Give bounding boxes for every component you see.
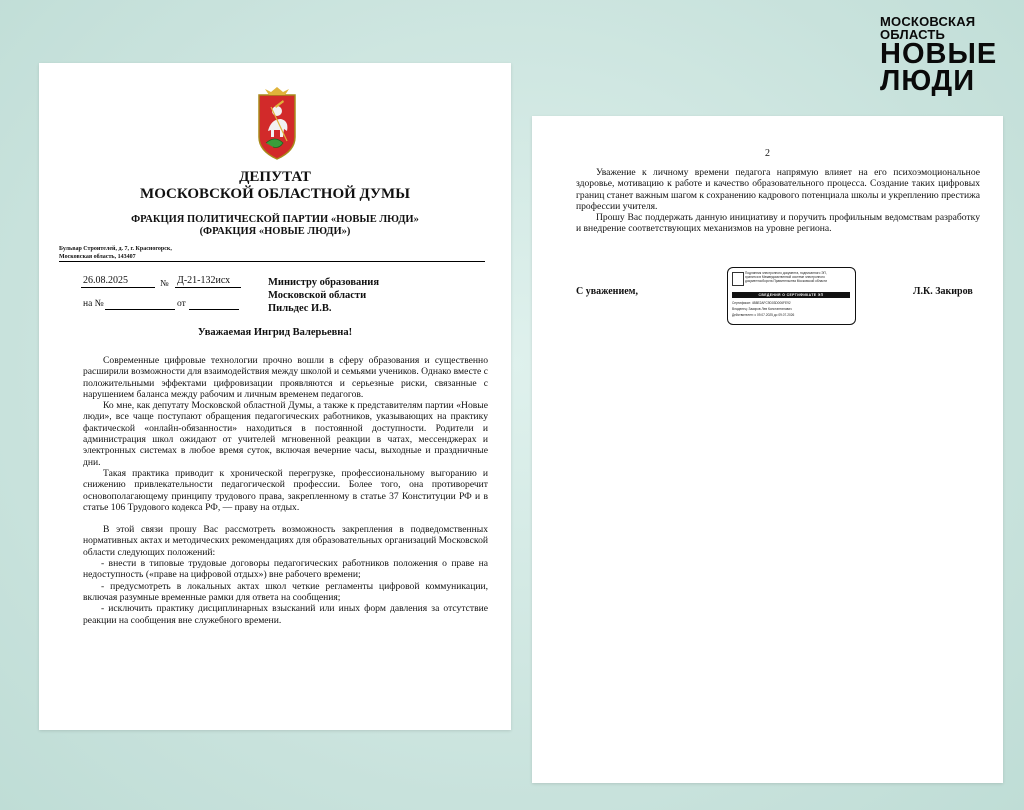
recipient-line-3: Пильдес И.В. <box>268 303 332 314</box>
letter-body-page-1 <box>83 355 488 626</box>
certificate-info-bar: СВЕДЕНИЯ О СЕРТИФИКАТЕ ЭП <box>732 292 850 298</box>
letter-body-page-2 <box>576 167 980 235</box>
reply-to-label: на № <box>83 299 104 309</box>
faction-line-1: ФРАКЦИЯ ПОЛИТИЧЕСКОЙ ПАРТИИ «НОВЫЕ ЛЮДИ» <box>131 214 419 225</box>
recipient-block <box>268 276 379 315</box>
paragraph-1: Современные цифровые технологии прочно вошли в сферу образования и существенно расширили возможности для взаимодействия между школой и семьями учеников. Однако вместе с положительными эффектами цифровизации проявляются и серьезные риски, связанные с нарушением баланса между рабочим и личным временем педагогов. <box>83 355 488 400</box>
certificate-number: Сертификат: 4B8E2AFC9D03D006FE92 <box>732 301 791 305</box>
list-item-1: - внести в типовые трудовые договоры педагогических работников положения о праве на недоступность («праве на цифровой отдых») вне рабочего времени; <box>83 558 488 581</box>
certificate-validity: Действителен: с 09.07.2025 до 09.07.2026 <box>732 313 795 317</box>
recipient-line-2: Московской области <box>268 290 367 301</box>
paragraph-4: В этой связи прошу Вас рассмотреть возможность закрепления в подведомственных нормативных актах и методических рекомендациях для образовательных организаций Московской области следующих положений: <box>83 524 488 558</box>
list-item-2: - предусмотреть в локальных актах школ четкие регламенты цифровой коммуникации, включая разумные временные рамки для ответа на сообщения; <box>83 580 488 603</box>
paragraph-2: Ко мне, как депутату Московской областной Думы, а также к представителям партии «Новые люди», все чаще поступают обращения педагогических работников, указывающих на практику фактической «онлайн-обязанности» находиться в постоянной доступности. Родители и администрация школ ожидают от учителей мгновенной реакции в чатах, мессенджерах и электронных системах в любое время суток, включая вечерние часы, выходные и праздничные дни. <box>83 400 488 468</box>
greeting: Уважаемая Ингрид Валерьевна! <box>197 327 353 338</box>
paragraph-6: Прошу Вас поддержать данную инициативу и поручить профильным ведомствам разработку и внедрение соответствующих механизмов на уровне региона. <box>576 212 980 235</box>
date-underline <box>81 287 155 288</box>
number-sign: № <box>160 278 169 288</box>
title-duma: МОСКОВСКОЙ ОБЛАСТНОЙ ДУМЫ <box>140 186 410 202</box>
reply-number-underline <box>105 309 175 310</box>
certificate-owner: Владелец: Закиров Лев Константинович <box>732 307 792 311</box>
header-divider <box>59 261 485 262</box>
logo-line-novye: НОВЫЕ <box>880 38 998 70</box>
number-underline <box>175 287 241 288</box>
letter-page-2 <box>532 116 1003 783</box>
reply-date-underline <box>189 309 239 310</box>
closing-phrase: С уважением, <box>576 286 638 297</box>
coat-of-arms-small-icon <box>732 272 744 286</box>
faction-line-2: (ФРАКЦИЯ «НОВЫЕ ЛЮДИ») <box>199 226 351 237</box>
title-deputy: ДЕПУТАТ <box>239 169 311 185</box>
signer-name: Л.К. Закиров <box>913 286 973 297</box>
new-people-logo <box>880 15 1020 95</box>
electronic-signature-stamp: Подлинник электронного документа, подписанного ЭП, хранится в Межведомственной системе электронного документооборота Правительства Московской области СВЕДЕНИЯ О СЕРТИФИКАТЕ ЭП Сертификат: 4B8E2AFC9D03D006FE92 Владелец: Закиров Лев Константинович Действителен: с 09.07.2025 до 09.07.2026 <box>727 267 856 325</box>
paragraph-3: Такая практика приводит к хронической перегрузке, профессиональному выгоранию и снижению привлекательности педагогической профессии. Более того, она противоречит основополагающему принципу трудового права, закрепленному в статье 37 Конституции РФ и в статье 106 Трудового кодекса РФ, — праву на отдых. <box>83 467 488 513</box>
list-item-3: - исключить практику дисциплинарных взысканий или иных форм давления за отсутствие реакции на сообщения вне служебного времени. <box>83 603 488 626</box>
from-label: от <box>177 299 186 309</box>
letter-page-1 <box>39 63 511 730</box>
logo-line-region: МОСКОВСКАЯ <box>880 14 976 29</box>
sender-address: Бульвар Строителей, д. 7, г. Красногорск, Московская область, 143407 <box>59 246 172 260</box>
recipient-line-1: Министру образования <box>268 277 380 288</box>
paragraph-5: Уважение к личному времени педагога напрямую влияет на его психоэмоциональное здоровье, мотивацию к работе и качество образовательного процесса. Создание таких цифровых границ станет важным шагом к сохранению кадрового потенциала школы и укреплению престижа профессии учителя. <box>576 167 980 212</box>
outgoing-number: Д-21-132исх <box>177 275 231 286</box>
outgoing-date: 26.08.2025 <box>83 275 128 286</box>
logo-line-lyudi: ЛЮДИ <box>880 65 976 97</box>
page-number: 2 <box>765 148 770 159</box>
moscow-oblast-coat-of-arms-icon <box>253 85 301 163</box>
logo-line-oblast: ОБЛАСТЬ <box>880 27 946 42</box>
